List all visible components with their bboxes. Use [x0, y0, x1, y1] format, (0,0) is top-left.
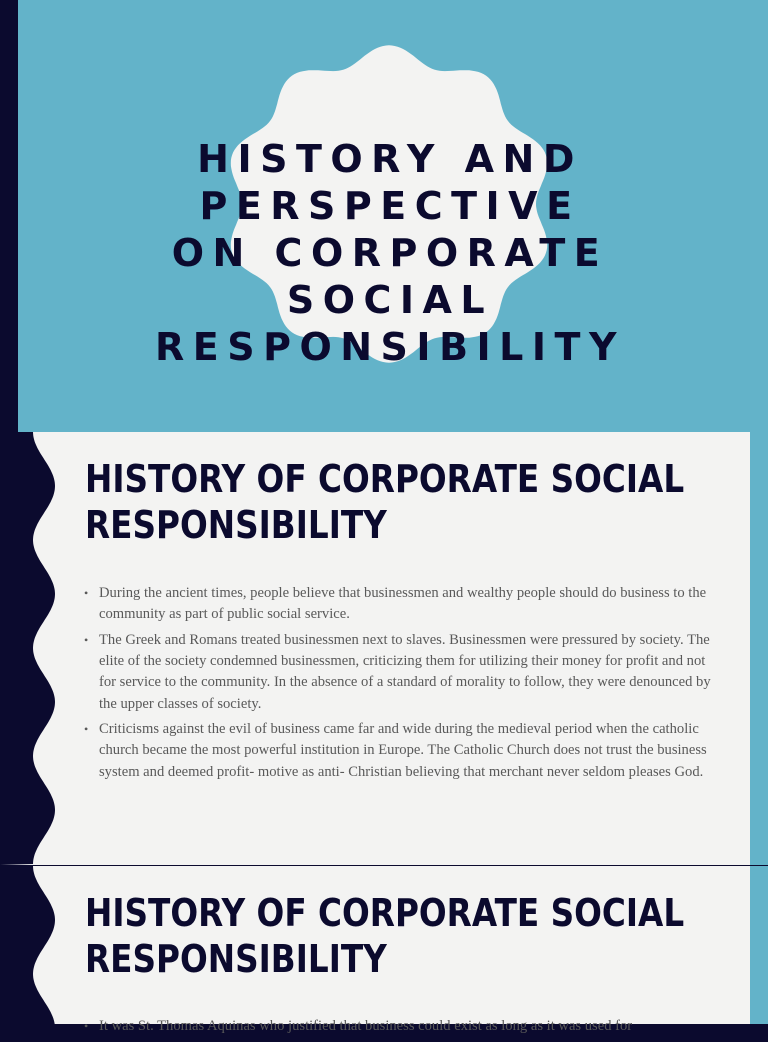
- heading-line: RESPONSIBILITY: [85, 503, 387, 547]
- bullet-dot: •: [84, 722, 89, 737]
- bullet-item: • The Greek and Romans treated businessmen next to slaves. Businessmen were pressured by society. The elite of the society condemned businessmen, criticizing them for utilizing their money for profit and not for service to the community. In the absence of a standard of morality to follow, they were denounced by the upper classes of society.: [84, 631, 711, 712]
- presentation-title: [60, 136, 720, 371]
- title-line: HISTORY AND PERSPECTIVE: [197, 137, 583, 228]
- bullet-item: • Criticisms against the evil of business came far and wide during the medieval period when the catholic church became the most powerful institution in Europe. The Catholic Church does not trust the business system and deemed profit- motive as anti- Christian believing that merchant never seldom pleases God.: [84, 721, 707, 780]
- title-line: RESPONSIBILITY: [155, 325, 625, 369]
- history-slide-2: [0, 866, 768, 1034]
- bullet-list: [84, 1016, 714, 1042]
- wavy-side-border: [0, 866, 60, 1024]
- bullet-dot: •: [84, 586, 89, 600]
- bullet-item: • It was St. Thomas Aquinas who justified that business could exist as long as it was used for: [84, 1016, 714, 1037]
- slide-heading: [85, 890, 685, 982]
- title-slide: [0, 0, 768, 432]
- bullet-dot: •: [84, 632, 89, 647]
- bullet-list: [84, 583, 714, 787]
- bullet-item: • During the ancient times, people believe that businessmen and wealthy people should do business to the community as part of public social service.: [84, 585, 707, 623]
- heading-line: RESPONSIBILITY: [85, 937, 387, 981]
- title-line: ON CORPORATE SOCIAL: [171, 231, 609, 322]
- bullet-dot: •: [84, 1019, 89, 1033]
- heading-line: HISTORY OF CORPORATE SOCIAL: [85, 457, 685, 501]
- heading-line: HISTORY OF CORPORATE SOCIAL: [85, 891, 685, 935]
- history-slide-1: [0, 432, 768, 865]
- wavy-side-border: [0, 432, 60, 865]
- slide-heading: [85, 456, 685, 548]
